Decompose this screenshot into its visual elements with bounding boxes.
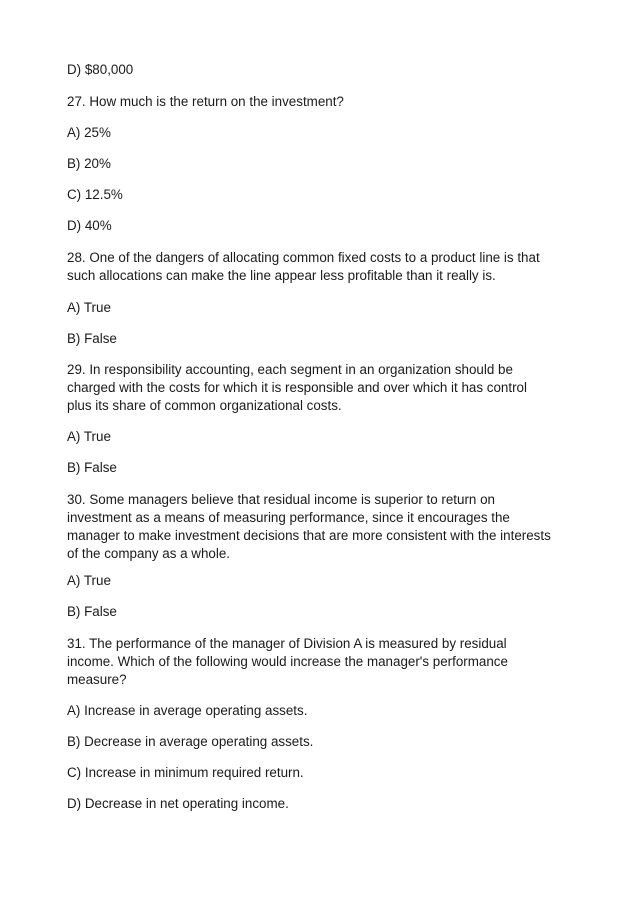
answer-option: C) 12.5%: [67, 187, 123, 202]
question-30-line: of the company as a whole.: [67, 546, 231, 561]
answer-option: A) Increase in average operating assets.: [67, 703, 308, 718]
question-29-line: charged with the costs for which it is responsible and over which it has control: [67, 380, 527, 395]
answer-option: D) Decrease in net operating income.: [67, 796, 289, 811]
answer-option: B) Decrease in average operating assets.: [67, 734, 314, 749]
answer-option: A) True: [67, 429, 111, 444]
question-30-line: 30. Some managers believe that residual income is superior to return on: [67, 492, 495, 507]
answer-option: D) 40%: [67, 218, 112, 233]
question-29-line: 29. In responsibility accounting, each segment in an organization should be: [67, 362, 513, 377]
answer-option: A) 25%: [67, 125, 111, 140]
question-28-line: such allocations can make the line appear less profitable than it really is.: [67, 268, 496, 283]
answer-option: C) Increase in minimum required return.: [67, 765, 304, 780]
answer-option: B) 20%: [67, 156, 111, 171]
question-31-line: 31. The performance of the manager of Division A is measured by residual: [67, 636, 507, 651]
question-29-line: plus its share of common organizational costs.: [67, 398, 342, 413]
question-31-line: measure?: [67, 672, 127, 687]
answer-option: B) False: [67, 460, 117, 475]
question-28-line: 28. One of the dangers of allocating common fixed costs to a product line is that: [67, 250, 540, 265]
answer-option: A) True: [67, 300, 111, 315]
question-30-line: investment as a means of measuring performance, since it encourages the: [67, 510, 510, 525]
answer-option: A) True: [67, 573, 111, 588]
question-27: 27. How much is the return on the investment?: [67, 94, 344, 109]
answer-option: B) False: [67, 604, 117, 619]
question-31-line: income. Which of the following would increase the manager's performance: [67, 654, 508, 669]
answer-option: D) $80,000: [67, 62, 134, 77]
question-30-line: manager to make investment decisions that are more consistent with the interests: [67, 528, 551, 543]
answer-option: B) False: [67, 331, 117, 346]
